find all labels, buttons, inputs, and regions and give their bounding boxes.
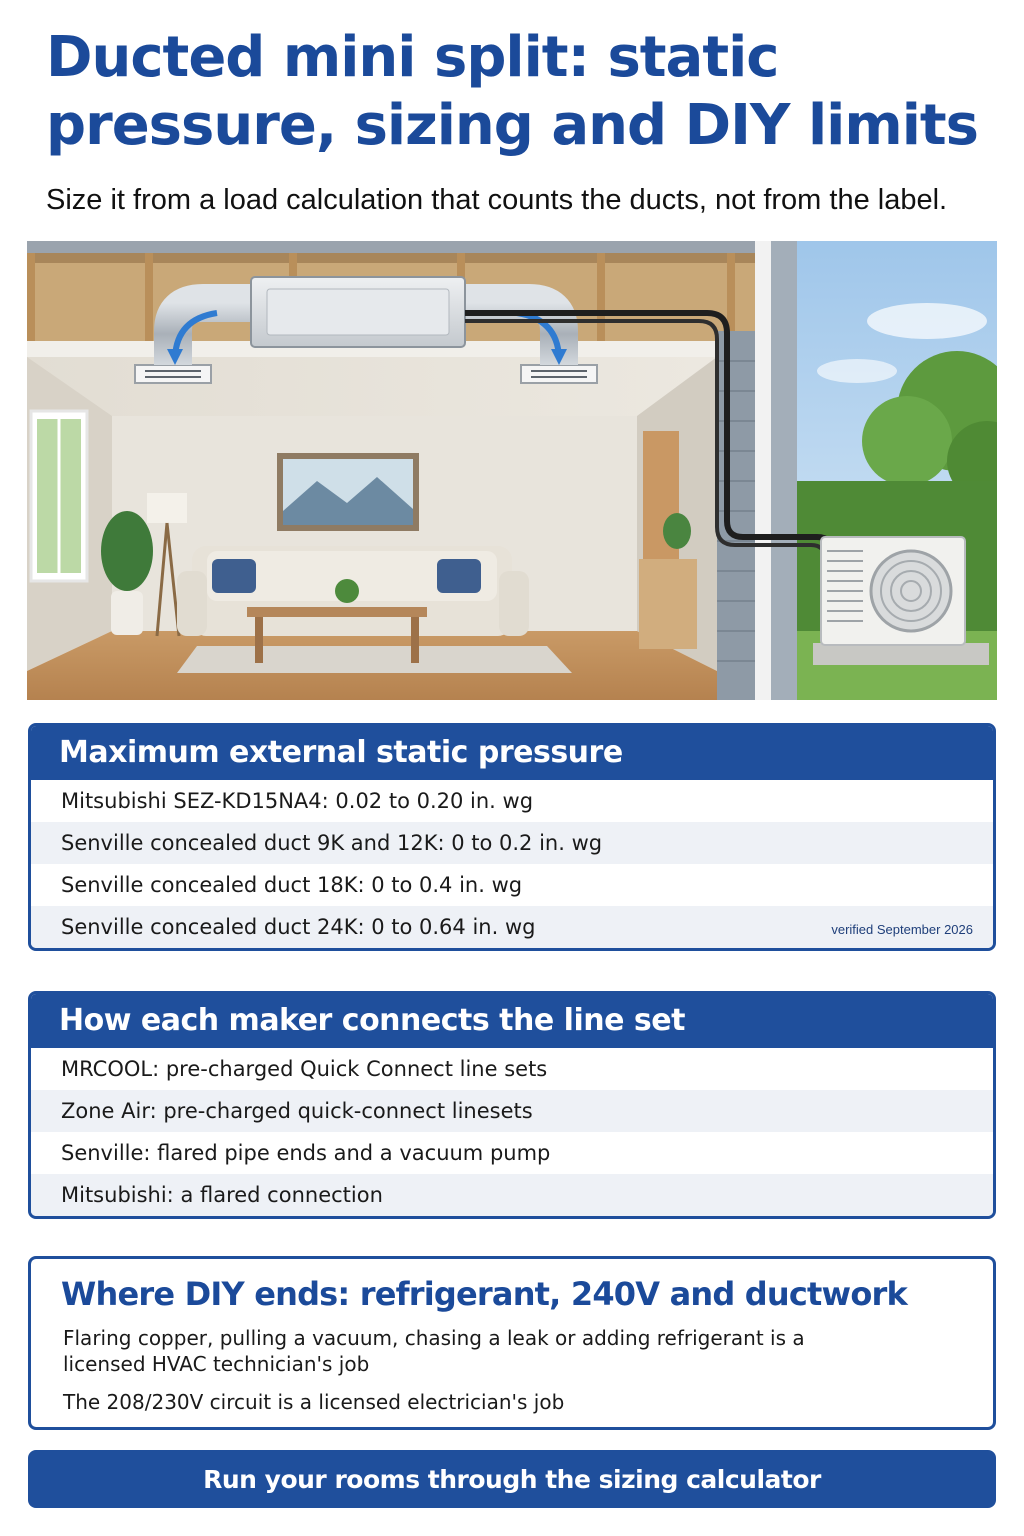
static-pressure-row: Senville concealed duct 9K and 12K: 0 to 0.2 in. wg <box>31 822 993 864</box>
static-pressure-row: Senville concealed duct 18K: 0 to 0.4 in. wg <box>61 873 523 897</box>
sizing-calculator-button[interactable]: Run your rooms through the sizing calculator <box>28 1450 996 1508</box>
static-pressure-row-text: Senville concealed duct 24K: 0 to 0.64 in. wg <box>61 915 536 939</box>
verified-date: verified September 2026 <box>831 922 973 937</box>
page-title: Ducted mini split: static pressure, sizing and DIY limits <box>46 25 978 158</box>
diy-item-electrical: The 208/230V circuit is a licensed electrician's job <box>63 1390 565 1414</box>
diy-item-refrigerant: Flaring copper, pulling a vacuum, chasing a leak or adding refrigerant is a licensed HVAC technician's job <box>63 1326 805 1376</box>
diy-heading: Where DIY ends: refrigerant, 240V and ductwork <box>61 1275 907 1313</box>
line-set-row: MRCOOL: pre-charged Quick Connect line sets <box>61 1057 548 1081</box>
line-set-row: Zone Air: pre-charged quick-connect linesets <box>31 1090 993 1132</box>
static-pressure-row: Mitsubishi SEZ-KD15NA4: 0.02 to 0.20 in. wg <box>61 789 534 813</box>
line-set-card <box>28 991 996 1219</box>
static-pressure-card <box>28 723 996 951</box>
static-pressure-heading: Maximum external static pressure <box>31 726 993 780</box>
line-set-heading: How each maker connects the line set <box>31 994 993 1048</box>
page-subtitle: Size it from a load calculation that counts the ducts, not from the label. <box>46 184 948 216</box>
static-pressure-row <box>31 906 993 948</box>
line-set-row: Mitsubishi: a flared connection <box>31 1174 993 1216</box>
line-set-row: Senville: flared pipe ends and a vacuum pump <box>61 1141 551 1165</box>
hero-illustration <box>27 241 997 700</box>
diy-limits-card <box>28 1256 996 1430</box>
